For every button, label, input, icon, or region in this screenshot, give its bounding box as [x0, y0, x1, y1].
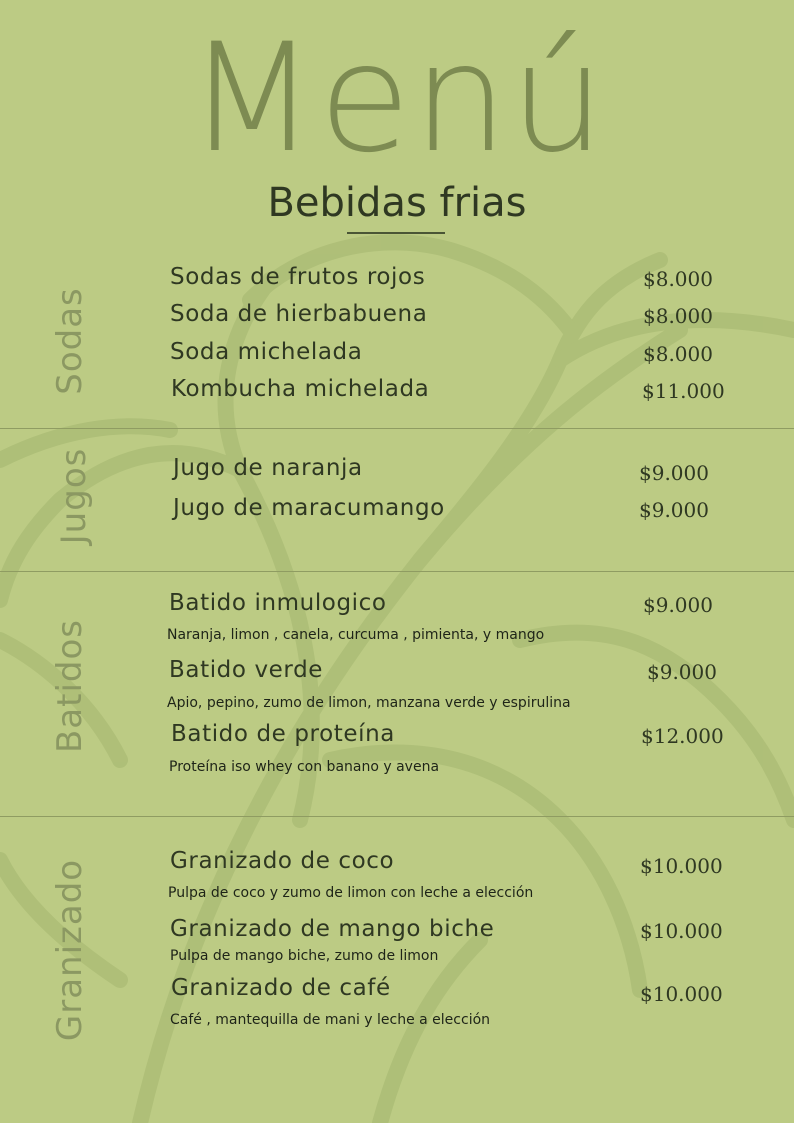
page-title: Menú: [187, 12, 607, 186]
menu-item-name: Soda michelada: [170, 339, 363, 365]
menu-item-name: Batido de proteína: [171, 721, 395, 747]
menu-item-name: Jugo de naranja: [173, 455, 363, 481]
menu-item-name: Granizado de coco: [170, 848, 395, 874]
page-subtitle: Bebidas frias: [267, 180, 527, 226]
menu-item-price: $9.000: [639, 461, 709, 485]
menu-item-price: $9.000: [647, 660, 717, 684]
menu-item-description: Apio, pepino, zumo de limon, manzana verde y espirulina: [167, 695, 571, 711]
menu-item-name: Granizado de mango biche: [170, 916, 495, 942]
menu-item-price: $10.000: [640, 854, 723, 878]
section-divider: [0, 816, 794, 817]
section-divider: [0, 571, 794, 572]
menu-item-price: $12.000: [641, 724, 724, 748]
menu-item-name: Granizado de café: [171, 975, 391, 1001]
menu-item-price: $11.000: [642, 379, 725, 403]
subtitle-underline: [347, 232, 445, 234]
section-label-jugos: Jugos: [54, 447, 94, 545]
section-label-sodas: Sodas: [50, 287, 90, 395]
menu-item-price: $8.000: [643, 342, 713, 366]
menu-item-price: $8.000: [643, 267, 713, 291]
menu-item-description: Pulpa de mango biche, zumo de limon: [170, 948, 439, 964]
menu-item-price: $9.000: [639, 498, 709, 522]
menu-item-name: Batido verde: [169, 657, 324, 683]
menu-item-name: Kombucha michelada: [171, 376, 430, 402]
menu-item-name: Sodas de frutos rojos: [170, 264, 426, 290]
section-label-granizado: Granizado: [50, 858, 90, 1042]
menu-item-name: Soda de hierbabuena: [170, 301, 428, 327]
menu-item-description: Pulpa de coco y zumo de limon con leche a elección: [168, 885, 534, 901]
menu-item-description: Café , mantequilla de mani y leche a elección: [170, 1012, 491, 1028]
menu-item-price: $10.000: [640, 982, 723, 1006]
menu-item-description: Proteína iso whey con banano y avena: [169, 759, 440, 775]
menu-item-price: $9.000: [643, 593, 713, 617]
menu-item-price: $10.000: [640, 919, 723, 943]
menu-item-name: Batido inmulogico: [169, 590, 387, 616]
menu-item-name: Jugo de maracumango: [173, 495, 445, 521]
section-label-batidos: Batidos: [50, 618, 90, 754]
section-divider: [0, 428, 794, 429]
menu-item-description: Naranja, limon , canela, curcuma , pimienta, y mango: [167, 627, 545, 643]
menu-item-price: $8.000: [643, 304, 713, 328]
